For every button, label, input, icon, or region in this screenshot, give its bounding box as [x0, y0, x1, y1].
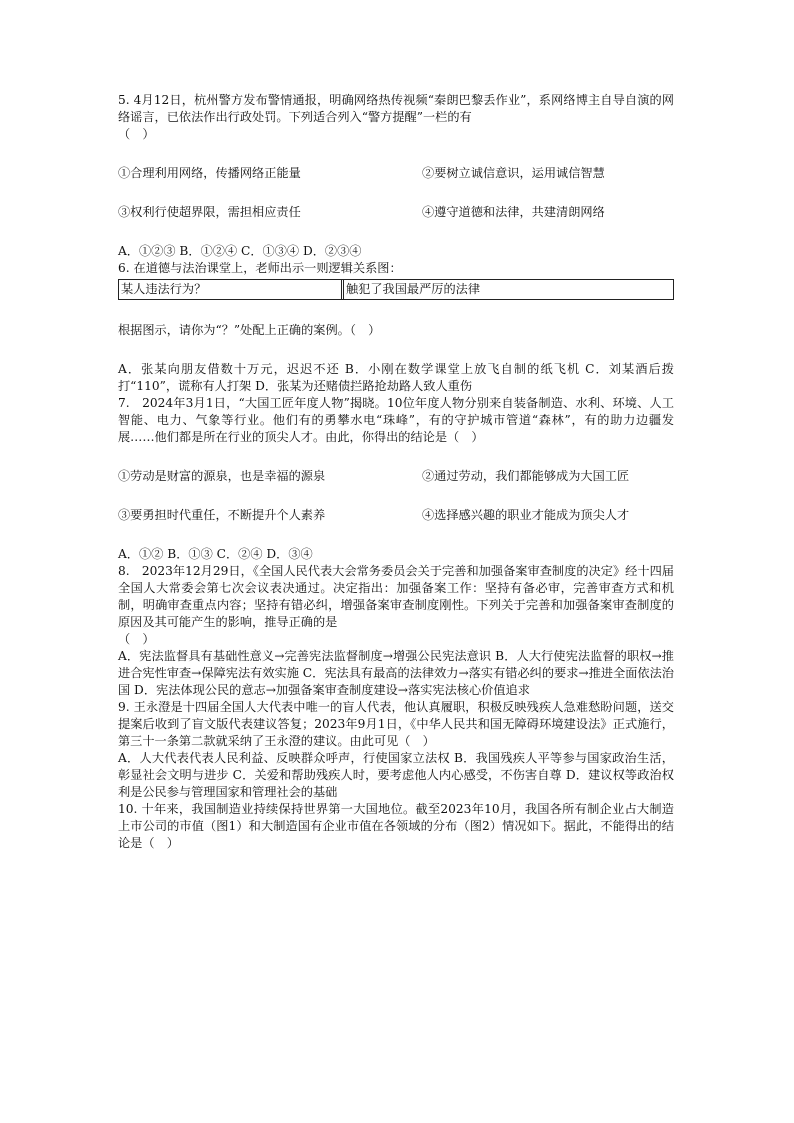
q5-paren: （ ）: [118, 127, 155, 141]
q9-stem: 9. 王永澄是十四届全国人大代表中唯一的盲人代表，他认真履职，积极反映残疾人急难愁盼问题，送交提案后收到了盲文版代表建议答复；2023年9月1日，《中华人民共和国无障碍环境建设法》正式施行，第三十一条第二款就采纳了王永澄的建议。由此可见（ ）: [118, 700, 674, 748]
q5-item-2: ②要树立诚信意识，运用诚信智慧: [422, 166, 605, 180]
q7-item-2: ②通过劳动，我们都能够成为大国工匠: [422, 469, 630, 483]
q8-paren: （ ）: [118, 632, 155, 646]
q7-stem: 7. 2024年3月1日，“大国工匠年度人物”揭晓。10位年度人物分别来自装备制造、水利、环境、人工智能、电力、气象等行业。他们有的勇攀水电“珠峰”，有的守护城市管道“森林”，有的助力边疆发展……他们都是所在行业的顶尖人才。由此，你得出的结论是（ ）: [118, 396, 674, 444]
q5-item-4: ④遵守道德和法律，共建清朗网络: [422, 205, 605, 219]
q7-items-row-1: [118, 468, 658, 485]
q7-item-1: ①劳动是财富的源泉，也是幸福的源泉: [118, 469, 326, 483]
q7-item-4: ④选择感兴趣的职业才能成为顶尖人才: [422, 508, 630, 522]
q5-items-row-1: [118, 165, 658, 182]
logic-diagram: [118, 279, 674, 300]
exam-page: [118, 92, 674, 852]
q5-items-row-2: [118, 204, 658, 221]
q10-stem: 10. 十年来，我国制造业持续保持世界第一大国地位。截至2023年10月，我国各所有制企业占大制造上市公司的市值（图1）和大制造国有企业市值在各领域的分布（图2）情况如下。据此，不能得出的结论是（ ）: [118, 802, 674, 850]
q7-items-row-2: [118, 507, 658, 524]
q5-item-3: ③权利行使超界限，需担相应责任: [118, 205, 301, 219]
q8-choices: A．宪法监督具有基础性意义→完善宪法监督制度→增强公民宪法意识 B．人大行使宪法监督的职权→推进合宪性审查→保障宪法有效实施 C．宪法具有最高的法律效力→落实有错必纠的要求→推进全面依法治国 D．宪法体现公民的意志→加强备案审查制度建设→落实宪法核心价值追求: [118, 649, 674, 697]
q5-choices: A．①②③ B．①②④ C．①③④ D．②③④: [118, 244, 362, 258]
logic-diagram-right: 触犯了我国最严厉的法律: [343, 280, 673, 299]
q7-choices: A．①② B．①③ C．②④ D．③④: [118, 547, 313, 561]
q6-choices: A．张某向朋友借数十万元，迟迟不还 B．小刚在数学课堂上放飞自制的纸飞机 C．刘某酒后拨打“110”，谎称有人打架 D．张某为还赌债拦路抢劫路人致人重伤: [118, 362, 674, 393]
q6-stem: 6. 在道德与法治课堂上，老师出示一则逻辑关系图：: [118, 261, 402, 275]
q7-item-3: ③要勇担时代重任，不断提升个人素养: [118, 508, 326, 522]
q9-choices: A．人大代表代表人民利益、反映群众呼声，行使国家立法权 B．我国残疾人平等参与国家政治生活，彰显社会文明与进步 C．关爱和帮助残疾人时，要考虑他人内心感受，不伤害自尊 D．建议权等政治权利是公民参与管理国家和管理社会的基础: [118, 751, 674, 799]
q6-question: 根据图示，请你为“？”处配上正确的案例。（ ）: [118, 323, 381, 337]
q8-stem: 8. 2023年12月29日，《全国人民代表大会常务委员会关于完善和加强备案审查制度的决定》经十四届全国人大常委会第七次会议表决通过。决定指出：加强备案工作：坚持有备必审，完善审查方式和机制，明确审查重点内容；坚持有错必纠，增强备案审查制度刚性。下列关于完善和加强备案审查制度的原因及其可能产生的影响，推导正确的是: [118, 564, 674, 629]
q5-item-1: ①合理利用网络，传播网络正能量: [118, 166, 301, 180]
q5-stem: 5. 4月12日，杭州警方发布警情通报，明确网络热传视频“秦朗巴黎丢作业”，系网络博主自导自演的网络谣言，已依法作出行政处罚。下列适合列入“警方提醒”一栏的有: [118, 93, 674, 124]
logic-diagram-left: 某人违法行为？: [119, 280, 342, 299]
